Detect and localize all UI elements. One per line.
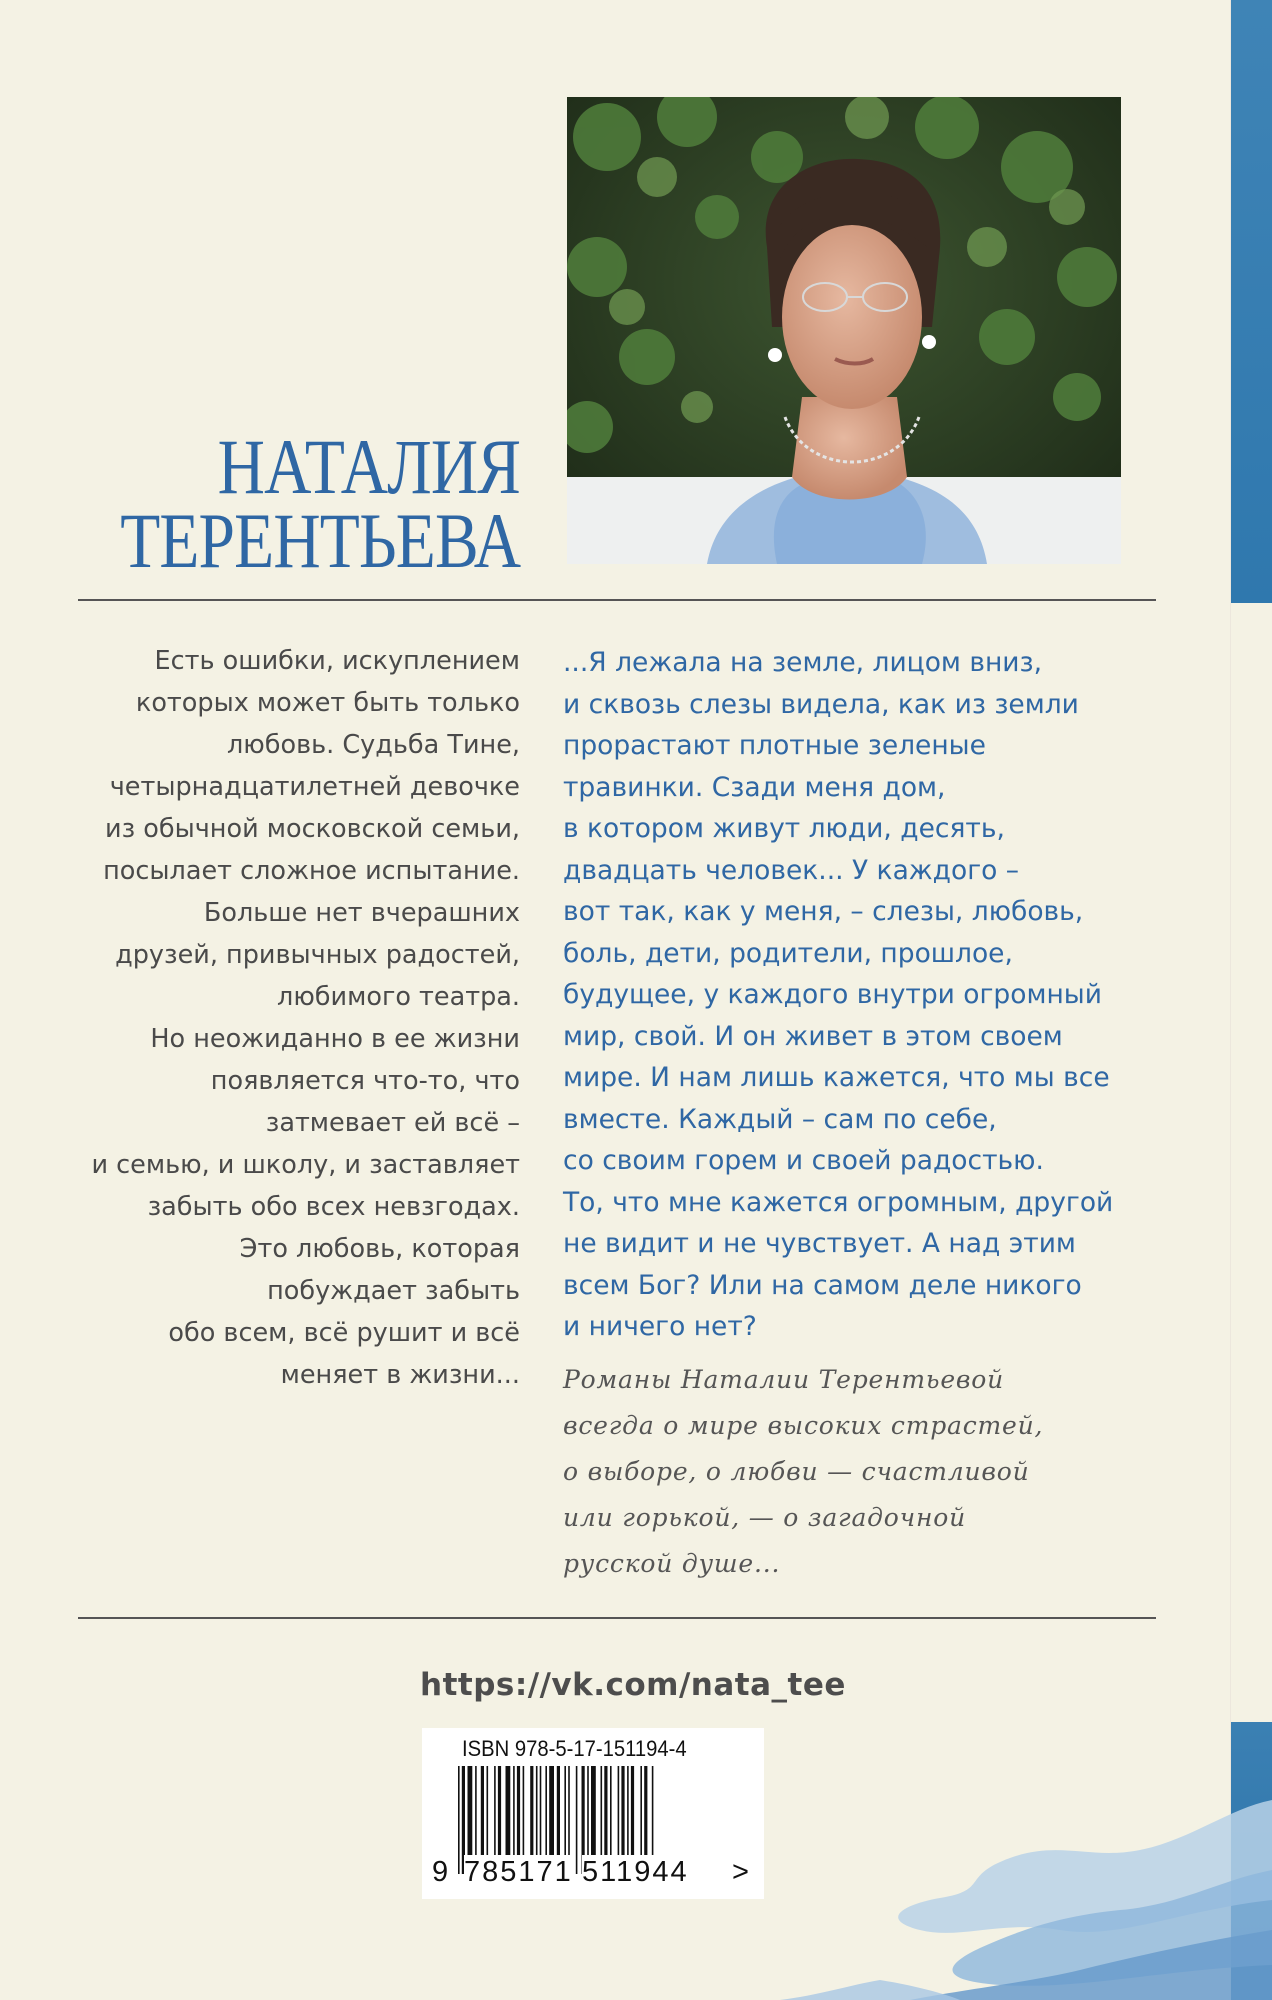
excerpt-line: вместе. Каждый – сам по себе, (563, 1103, 997, 1135)
isbn-number: ISBN 978-5-17-151194-4 (462, 1736, 687, 1761)
blurb-line: побуждает забыть (267, 1276, 520, 1306)
excerpt-line: То, что мне кажется огромным, другой (563, 1186, 1114, 1218)
blurb-line: посылает сложное испытание. (103, 856, 520, 886)
blurb-line: Есть ошибки, искуплением (154, 646, 520, 676)
excerpt-line: ...Я лежала на земле, лицом вниз, (563, 647, 1043, 678)
author-first-name: НАТАЛИЯ (217, 423, 520, 510)
watercolor-waves (760, 1780, 1272, 2000)
blurb-line: любимого театра. (277, 982, 520, 1012)
author-last-name: ТЕРЕНТЬЕВА (120, 497, 520, 584)
book-excerpt (563, 642, 1163, 1348)
tagline-line: русской душе... (563, 1549, 781, 1578)
divider-top (78, 599, 1156, 601)
blurb-line: обо всем, всё рушит и всё (168, 1318, 520, 1348)
barcode-digits (432, 1855, 762, 1891)
isbn-barcode (422, 1728, 764, 1899)
blurb-line: Больше нет вчерашних (203, 898, 520, 928)
excerpt-line: вот так, как у меня, – слезы, любовь, (563, 896, 1084, 927)
excerpt-line: двадцать человек... У каждого – (563, 854, 1020, 886)
author-photo (567, 97, 1121, 564)
blurb-line: забыть обо всех невзгодах. (147, 1192, 520, 1222)
excerpt-line: прорастают плотные зеленые (563, 730, 986, 761)
blurb-line: Это любовь, которая (239, 1234, 520, 1264)
blurb-line: которых может быть только (135, 688, 520, 718)
excerpt-line: мир, свой. И он живет в этом своем (563, 1020, 1063, 1052)
excerpt-line: не видит и не чувствует. А над этим (563, 1228, 1076, 1259)
excerpt-line: и сквозь слезы видела, как из земли (563, 688, 1079, 720)
author-name (120, 423, 520, 584)
blurb-line: друзей, привычных радостей, (115, 940, 520, 970)
barcode-quiet-zone: > (732, 1856, 749, 1888)
blurb-line: затмевает ей всё – (265, 1108, 520, 1138)
blurb-line: Но неожиданно в ее жизни (150, 1024, 520, 1054)
barcode-group-1: 785171 (464, 1856, 573, 1888)
excerpt-line: со своим горем и своей радостью. (563, 1145, 1044, 1176)
blurb-line: меняет в жизни... (280, 1360, 520, 1390)
tagline-line: Романы Наталии Терентьевой (563, 1365, 1005, 1394)
tagline-line: о выборе, о любви — счастливой (563, 1457, 1030, 1486)
author-vk-link[interactable]: https://vk.com/nata_tee (420, 1667, 846, 1703)
excerpt-line: травинки. Сзади меня дом, (563, 771, 946, 803)
blurb-line: и семью, и школу, и заставляет (91, 1150, 520, 1180)
divider-bottom (78, 1617, 1156, 1619)
book-blurb (50, 640, 520, 1396)
excerpt-line: боль, дети, родители, прошлое, (563, 937, 1013, 969)
excerpt-line: мире. И нам лишь кажется, что мы все (563, 1062, 1110, 1093)
blurb-line: из обычной московской семьи, (105, 814, 520, 844)
blurb-line: любовь. Судьба Тине, (227, 730, 520, 760)
author-portrait-illustration (567, 97, 1121, 564)
tagline-line: или горькой, — о загадочной (563, 1503, 967, 1532)
series-tagline (563, 1357, 1123, 1587)
excerpt-line: всем Бог? Или на самом деле никого (563, 1269, 1082, 1301)
excerpt-line: и ничего нет? (563, 1311, 757, 1342)
spine-stripe-top (1231, 0, 1272, 603)
blurb-line: четырнадцатилетней девочке (109, 772, 520, 802)
excerpt-line: будущее, у каждого внутри огромный (563, 979, 1102, 1010)
tagline-line: всегда о мире высоких страстей, (563, 1411, 1044, 1440)
excerpt-line: в котором живут люди, десять, (563, 813, 1005, 844)
barcode-lead-digit: 9 (432, 1856, 449, 1888)
blurb-line: появляется что-то, что (210, 1066, 520, 1096)
barcode-group-2: 511944 (582, 1856, 689, 1888)
